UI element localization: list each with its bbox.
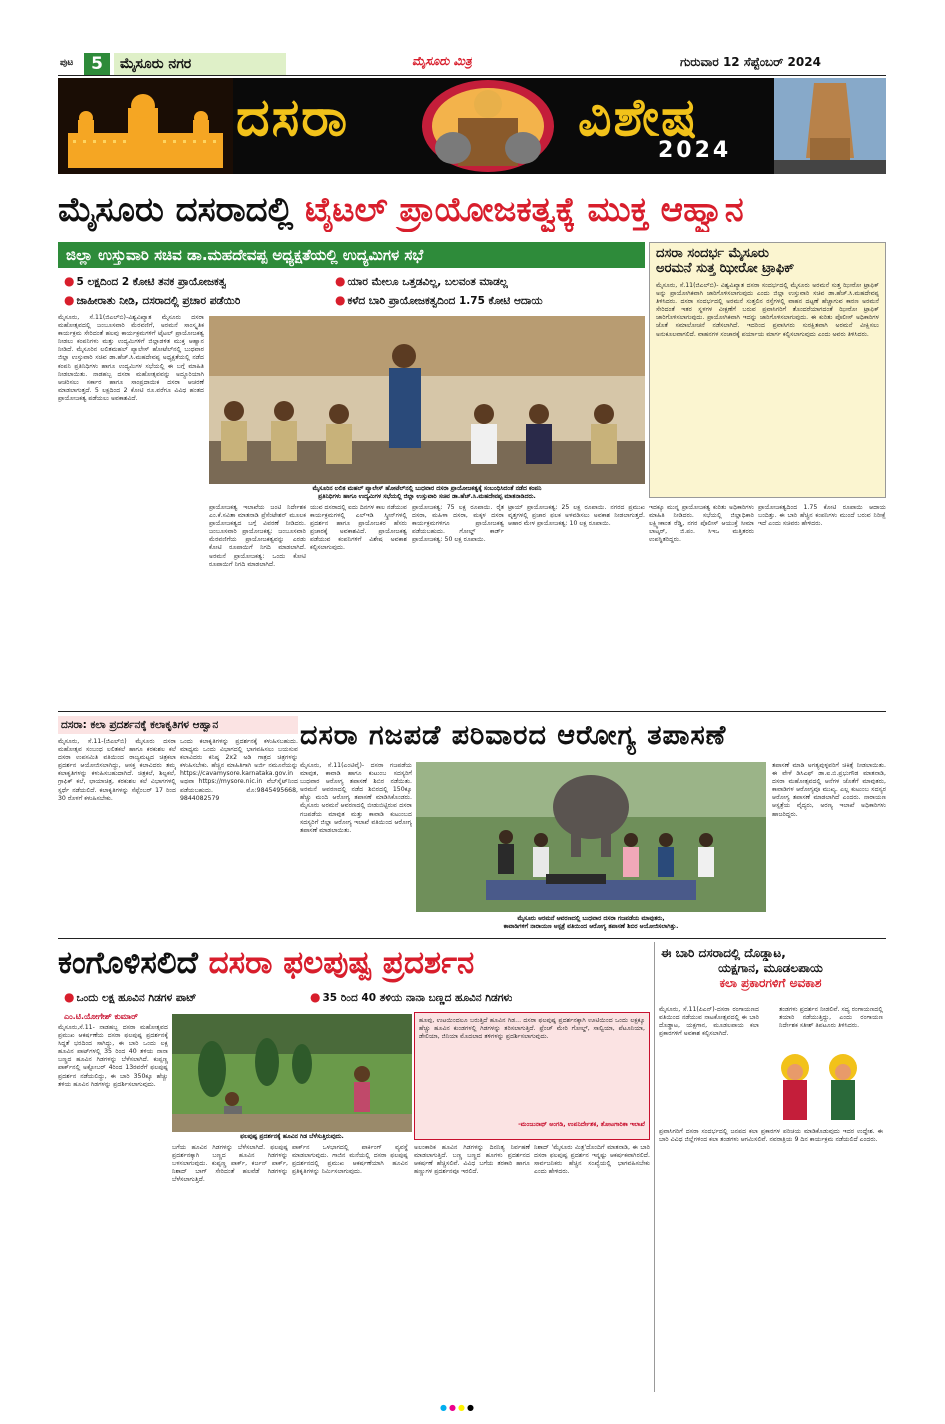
flower-col4: ಅಲಂಕಾರಿಕ ಹೂವಿನ ಗಿಡಗಳನ್ನು ದಿನನಿತ್ಯ ನಿರ್ವಹಣೆ ಮಾಡಲಾಗುತ್ತಿದೆ. ಬಣ್ಣ ಬಣ್ಣದ ಹೂಗಳು ಪ್ರದರ್ಶನದ ಆಕರ್ಷಣೆ ಹೆಚ್ಚಿಸಲಿವೆ. ವಿವಿಧ ಬಗೆಯ ತರಕಾರಿ ಹಾಗೂ ಹಣ್ಣುಗಳ ಪ್ರದರ್ಶನವೂ ಇರಲಿದೆ. — [414, 1144, 530, 1176]
flower-quote-box — [414, 1012, 650, 1140]
section-name: ಮೈಸೂರು ನಗರ — [114, 53, 286, 75]
health-left-text: ಮೈಸೂರು, ಸೆ.11(ಎಂಟಿವೈ)- ದಸರಾ ಗಜಪಡೆಯ ಮಾವುತ, ಕಾವಾಡಿ ಹಾಗೂ ಕುಟುಂಬ ಸದಸ್ಯರಿಗೆ ಬುಧವಾರ ಆರೋಗ್ಯ ತಪಾಸಣೆ ಶಿಬಿರ ನಡೆಯಿತು. ಅರಮನೆ ಆವರಣದಲ್ಲಿ ನಡೆದ ಶಿಬಿರದಲ್ಲಿ 150ಕ್ಕೂ ಹೆಚ್ಚು ಮಂದಿ ಆರೋಗ್ಯ ತಪಾಸಣೆ ಮಾಡಿಸಿಕೊಂಡರು. ಮೈಸೂರು ಅರಮನೆ ಆವರಣದಲ್ಲಿ ಬೀಡುಬಿಟ್ಟಿರುವ ದಸರಾ ಗಜಪಡೆಯ ಮಾವುತ ಮತ್ತು ಕಾವಾಡಿ ಕುಟುಂಬದ ಸದಸ್ಯರಿಗೆ ಜಿಲ್ಲಾ ಆರೋಗ್ಯ ಇಲಾಖೆ ವತಿಯಿಂದ ಆರೋಗ್ಯ ತಪಾಸಣೆ ಮಾಡಲಾಯಿತು. — [300, 762, 412, 834]
masthead — [0, 50, 945, 76]
paper-name: ಮೈಸೂರು ಮಿತ್ರ — [412, 54, 472, 68]
traffic-text: ಮೈಸೂರು, ಸೆ.11(ಜಿಎಲ್‌ಬಿ)- ವಿಶ್ವವಿಖ್ಯಾತ ದಸರಾ ಸಂದರ್ಭದಲ್ಲಿ ಮೈಸೂರು ಅರಮನೆ ಸುತ್ತ ಝೀರೋ ಟ್ರಾಫಿಕ್ ಅನ್ನು ಪ್ರಾಯೋಗಿಕವಾಗಿ ಜಾರಿಗೊಳಿಸಲಾಗುವುದು ಎಂದು ಜಿಲ್ಲಾ ಉಸ್ತುವಾರಿ ಸಚಿವ ಡಾ.ಹೆಚ್.ಸಿ.ಮಹದೇವಪ್ಪ ತಿಳಿಸಿದರು. ದಸರಾ ಸಂದರ್ಭದಲ್ಲಿ ಅರಮನೆ ಸುತ್ತಲಿನ ರಸ್ತೆಗಳಲ್ಲಿ ವಾಹನ ದಟ್ಟಣೆ ಹೆಚ್ಚಾಗುವ ಕಾರಣ ಅರಮನೆ ಸೇರಿದಂತೆ ಇತರ ಸ್ಥಳಗಳ ವೀಕ್ಷಣೆಗೆ ಬರುವ ಪ್ರವಾಸಿಗರಿಗೆ ತೊಂದರೆಯಾಗದಂತೆ ಝೀರೋ ಟ್ರಾಫಿಕ್ ಜಾರಿಗೊಳಿಸಲಾಗುವುದು. ಪ್ರಾಯೋಗಿಕವಾಗಿ ಇದನ್ನು ಜಾರಿಗೊಳಿಸಲಾಗುವುದು. ಈ ಕುರಿತು ಪೊಲೀಸ್ ಅಧಿಕಾರಿಗಳ ಜೊತೆ ಸಮಾಲೋಚನೆ ನಡೆಸಲಾಗಿದೆ. ಇದರಿಂದ ಪ್ರವಾಸಿಗರು ಸುರಕ್ಷಿತವಾಗಿ ಅರಮನೆ ವೀಕ್ಷಿಸಲು ಅನುಕೂಲವಾಗಲಿದೆ. ವಾಹನಗಳ ಸಂಚಾರಕ್ಕೆ ಪರ್ಯಾಯ ಮಾರ್ಗ ಕಲ್ಪಿಸಲಾಗುವುದು ಎಂದು ಅವರು ತಿಳಿಸಿದರು. — [656, 282, 879, 338]
registration-marks: ●●●● — [440, 1403, 476, 1412]
main-story-col1: ಮೈಸೂರು, ಸೆ.11(ಜಿಎಲ್‌ಬಿ)-ವಿಶ್ವವಿಖ್ಯಾತ ಮೈಸೂರು ದಸರಾ ಮಹೋತ್ಸವದಲ್ಲಿ ಜಂಬೂಸವಾರಿ ಮೆರವಣಿಗೆ, ಅರಮನೆ ಸಾಂಸ್ಕೃತಿಕ ಕಾರ್ಯಕ್ರಮ ಸೇರಿದಂತೆ ಹಲವು ಕಾರ್ಯಕ್ರಮಗಳಿಗೆ ಟೈಟಲ್ ಪ್ರಾಯೋಜಕತ್ವ ನೀಡಲು ಕಂಪನಿಗಳು ಮತ್ತು ಉದ್ಯಮಿಗಳಿಗೆ ಜಿಲ್ಲಾಡಳಿತ ಮುಕ್ತ ಆಹ್ವಾನ ನೀಡಿದೆ. ಮೈಸೂರಿನ ಲಲಿತಮಹಲ್ ಪ್ಯಾಲೇಸ್ ಹೋಟೆಲ್‌ನಲ್ಲಿ ಬುಧವಾರ ಜಿಲ್ಲಾ ಉಸ್ತುವಾರಿ ಸಚಿವ ಡಾ.ಹೆಚ್.ಸಿ.ಮಹದೇವಪ್ಪ ಅಧ್ಯಕ್ಷತೆಯಲ್ಲಿ ನಡೆದ ಕಂಪನಿ ಪ್ರತಿನಿಧಿಗಳು ಹಾಗೂ ಉದ್ಯಮಿಗಳ ಸಭೆಯಲ್ಲಿ ಈ ಬಗ್ಗೆ ಮಾಹಿತಿ ನೀಡಲಾಯಿತು. ನಾಡಹಬ್ಬ ದಸರಾ ಮಹೋತ್ಸವವನ್ನು ಅದ್ದೂರಿಯಾಗಿ ಆಚರಿಸಲು ಸರ್ಕಾರ ಹಾಗೂ ಸಾಂಪ್ರದಾಯಿಕ ದಸರಾ ಆಚರಣೆ ಮಾಡಲಾಗುತ್ತದೆ. 5 ಲಕ್ಷದಿಂದ 2 ಕೋಟಿ ರೂ.ವರೆಗೂ ವಿವಿಧ ಹಂತದ ಪ್ರಾಯೋಜಕತ್ವ ಪಡೆಯಲು ಅವಕಾಶವಿದೆ. — [58, 314, 204, 402]
kala-box-headline-3: ಕಲಾ ಪ್ರಕಾರಗಳಿಗೆ ಅವಕಾಶ — [719, 976, 822, 990]
kala-col1: ಮೈಸೂರು, ಸೆ.11-(ಜಿಎಲ್‌ಬಿ) ಮೈಸೂರು ದಸರಾ ಮಹೋತ್ಸವ ಸಂಬಂಧ ಲಲಿತಕಲೆ ಹಾಗೂ ಕರಕುಶಲ ಕಲೆ ದಸರಾ ಉಪಸಮಿತಿ ವತಿಯಿಂದ ರಾಜ್ಯಮಟ್ಟದ ಚಿತ್ರಕಲಾ ಪ್ರದರ್ಶನ ಆಯೋಜಿಸಲಾಗಿದ್ದು, ಆಸಕ್ತ ಕಲಾವಿದರು ತಮ್ಮ ಕಲಾಕೃತಿಗಳನ್ನು ಕಳುಹಿಸಬಹುದಾಗಿದೆ. ಚಿತ್ರಕಲೆ, ಶಿಲ್ಪಕಲೆ, ಗ್ರಾಫಿಕ್ ಕಲೆ, ಛಾಯಾಚಿತ್ರ, ಕರಕುಶಲ ಕಲೆ ವಿಭಾಗಗಳಲ್ಲಿ ಸ್ಪರ್ಧೆ ನಡೆಯಲಿದೆ. ಕಲಾಕೃತಿಗಳನ್ನು ಸೆಪ್ಟೆಂಬರ್ 17 ರಿಂದ 30 ರೊಳಗೆ ಕಳುಹಿಸಬೇಕು. — [58, 738, 176, 802]
kala-col2: ಒಂದು ಕಲಾಕೃತಿಗಳನ್ನು ಪ್ರದರ್ಶನಕ್ಕೆ ಕಳುಹಿಸಬಹುದು. ಮಾಧ್ಯಮ ಒಂದು ವಿಭಾಗದಲ್ಲಿ ಭಾಗವಹಿಸಲು ಬಯಸುವ ಕಲಾವಿದರು ಕನಿಷ್ಠ 2x2 ಅಡಿ ಗಾತ್ರದ ಚಿತ್ರಗಳನ್ನು ಕಳುಹಿಸಬೇಕು. ಹೆಚ್ಚಿನ ಮಾಹಿತಿಗಾಗಿ ಅರ್ಜಿ ನಮೂನೆಯನ್ನು https://cavamysore.karnataka.gov.in ಅಥವಾ https://mysore.nic.in ವೆಬ್‌ಸೈಟ್‌ನಿಂದ ಪಡೆಯಬಹುದು. ಮೊ:9845495668, 9844082579 — [180, 738, 298, 802]
flower-photo — [172, 1014, 412, 1132]
traffic-box — [649, 242, 886, 498]
section-rule-2 — [58, 938, 886, 939]
main-story-col6: ಇದಕ್ಕೂ ಮುನ್ನ ಪ್ರಾಯೋಜಕತ್ವ ಕುರಿತು ಅಧಿಕಾರಿಗಳು ಮಾಹಿತಿ ನೀಡಿದರು. ಸಭೆಯಲ್ಲಿ ಜಿಲ್ಲಾಧಿಕಾರಿ ಲಕ್ಷ್ಮೀಕಾಂತ ರೆಡ್ಡಿ, ನಗರ ಪೊಲೀಸ್ ಆಯುಕ್ತೆ ಸೀಮಾ ಲಾಟ್ಕರ್, ಜಿ.ಪಂ. ಸಿಇಒ ಮತ್ತಿತರರು ಉಪಸ್ಥಿತರಿದ್ದರು. — [649, 504, 754, 544]
health-headline: ದಸರಾ ಗಜಪಡೆ ಪರಿವಾರದ ಆರೋಗ್ಯ ತಪಾಸಣೆ — [300, 720, 727, 751]
main-bullet-4: ● ಕಳೆದ ಬಾರಿ ಪ್ರಾಯೋಜಕತ್ವದಿಂದ 1.75 ಕೋಟಿ ಆದಾಯ — [335, 293, 543, 307]
bullet-dot-icon: ● — [64, 990, 75, 1004]
health-right-text: ತಪಾಸಣೆ ಮಾಡಿ ಅಗತ್ಯವುಳ್ಳವರಿಗೆ ಚಿಕಿತ್ಸೆ ನೀಡಲಾಯಿತು. ಈ ವೇಳೆ ಡಿಸಿಎಫ್ ಡಾ.ಐ.ಬಿ.ಪ್ರಭುಗೌಡ ಮಾತನಾಡಿ, ದಸರಾ ಮಹೋತ್ಸವದಲ್ಲಿ ಆನೆಗಳ ಜೊತೆಗೆ ಮಾವುತರು, ಕಾವಾಡಿಗಳ ಆರೋಗ್ಯವೂ ಮುಖ್ಯ. ಎಲ್ಲ ಕುಟುಂಬ ಸದಸ್ಯರ ಆರೋಗ್ಯ ತಪಾಸಣೆ ಮಾಡಲಾಗಿದೆ ಎಂದರು. ನಾರಾಯಣ ಆಸ್ಪತ್ರೆಯ ವೈದ್ಯರು, ಅರಣ್ಯ ಇಲಾಖೆ ಅಧಿಕಾರಿಗಳು ಹಾಜರಿದ್ದರು. — [772, 762, 886, 818]
bullet-dot-icon: ● — [335, 274, 346, 288]
main-subhead: ಜಿಲ್ಲಾ ಉಸ್ತುವಾರಿ ಸಚಿವ ಡಾ.ಮಹದೇವಪ್ಪ ಅಧ್ಯಕ್ಷತೆಯಲ್ಲಿ ಉದ್ಯಮಿಗಳ ಸಭೆ — [58, 242, 645, 268]
main-story-col4: ಪ್ರಾಯೋಜಕತ್ವ: 75 ಲಕ್ಷ ರೂಪಾಯಿ. ರೈತ ದಸರಾ, ಮಹಿಳಾ ದಸರಾ, ಮಕ್ಕಳ ದಸರಾ ಕಾರ್ಯಕ್ರಮಗಳಿಗೂ ಪ್ರಾಯೋಜಕತ್ವ ಪಡೆಯಬಹುದು. ಗೋಲ್ಡ್ ಕಾರ್ಡ್ ಪ್ರಾಯೋಜಕತ್ವ: 50 ಲಕ್ಷ ರೂಪಾಯಿ. — [412, 504, 504, 544]
temple-illustration — [774, 78, 886, 174]
main-headline-red: ಟೈಟಲ್ ಪ್ರಾಯೋಜಕತ್ವಕ್ಕೆ ಮುಕ್ತ ಆಹ್ವಾನ — [305, 190, 744, 230]
bullet-dot-icon: ● — [310, 990, 321, 1004]
flower-bullet-1: ● ಒಂದು ಲಕ್ಷ ಹೂವಿನ ಗಿಡಗಳ ಪಾಟ್ — [64, 990, 197, 1004]
flower-headline-red: ದಸರಾ ಫಲಪುಷ್ಪ ಪ್ರದರ್ಶನ — [208, 945, 475, 981]
flower-quote-credit: -ಮಂಜುನಾಥ್ ಅಂಗಡಿ, ಉಪನಿರ್ದೇಶಕ, ತೋಟಗಾರಿಕಾ ಇಲಾಖೆ — [518, 1121, 645, 1128]
main-story-col5: ಟ್ರಾಯ್ ಪ್ರಾಯೋಜಕತ್ವ: 25 ಲಕ್ಷ ರೂಪಾಯಿ. ನಗರದ ಪ್ರಮುಖ ವೃತ್ತಗಳಲ್ಲಿ ಪ್ರಚಾರ ಫಲಕ ಅಳವಡಿಸಲು ಅವಕಾಶ ನೀಡಲಾಗುತ್ತದೆ. ಆಹಾರ ಮೇಳ ಪ್ರಾಯೋಜಕತ್ವ: 10 ಲಕ್ಷ ರೂಪಾಯಿ. — [508, 504, 645, 528]
main-bullet-2: ● ಯಾರ ಮೇಲೂ ಒತ್ತಡವಿಲ್ಲ, ಬಲವಂತ ಮಾಡಲ್ಲ — [335, 274, 508, 288]
flower-col2: ಬಗೆಯ ಹೂವಿನ ಗಿಡಗಳನ್ನು ಬೆಳೆಸಲಾಗಿದೆ. ಫಲಪುಷ್ಪ ಪ್ರದರ್ಶನಕ್ಕಾಗಿ ಬಣ್ಣದ ಹೂವಿನ ಗಿಡಗಳನ್ನು ಬಳಸಲಾಗುವುದು. ಕುಪ್ಪಣ್ಣ ಪಾರ್ಕ್, ಕರ್ಜನ್ ಪಾರ್ಕ್, ನಿಶಾದ್ ಬಾಗ್ ಸೇರಿದಂತೆ ಹಲವೆಡೆ ಗಿಡಗಳನ್ನು ಬೆಳೆಸಲಾಗುತ್ತಿದೆ. — [172, 1144, 288, 1184]
kala-box-text-bottom: ಪ್ರವಾಸಿಗರಿಗೆ ದಸರಾ ಸಂದರ್ಭದಲ್ಲಿ ಜನಪದ ಕಲಾ ಪ್ರಕಾರಗಳ ಪರಿಚಯ ಮಾಡಿಕೊಡುವುದು ಇದರ ಉದ್ದೇಶ. ಈ ಬಾರಿ ವಿವಿಧ ಜಿಲ್ಲೆಗಳಿಂದ ಕಲಾ ತಂಡಗಳು ಆಗಮಿಸಲಿವೆ. ನವರಾತ್ರಿಯ 9 ದಿನ ಕಾರ್ಯಕ್ರಮ ನಡೆಯಲಿದೆ ಎಂದರು. — [659, 1128, 883, 1144]
bullet-dot-icon: ● — [64, 274, 75, 288]
health-photo-caption: ಮೈಸೂರು ಅರಮನೆ ಆವರಣದಲ್ಲಿ ಬುಧವಾರ ದಸರಾ ಗಜಪಡೆಯ ಮಾವುತರು, ಕಾವಾಡಿಗಳಿಗೆ ನಾರಾಯಣ ಆಸ್ಪತ್ರೆ ವತಿಯಿಂದ ಆರೋಗ್ಯ ತಪಾಸಣೆ ಶಿಬಿರ ಆಯೋಜಿಸಲಾಗಿತ್ತು. — [503, 915, 679, 930]
kala-box — [654, 942, 886, 1392]
main-story-col3: ಯುವ ದಸರಾದಲ್ಲಿ ಐದು ದಿನಗಳ ಕಾಲ ನಡೆಯುವ ಕಾರ್ಯಕ್ರಮಗಳಲ್ಲಿ ಎಲ್‌ಇಡಿ ಸ್ಕ್ರೀನ್‌ಗಳಲ್ಲಿ ಪ್ರದರ್ಶನ ಹಾಗೂ ಪ್ರಾಯೋಜಕರ ಹೆಸರು ಪ್ರಚಾರಕ್ಕೆ ಅವಕಾಶವಿದೆ. ಪ್ರಾಯೋಜಕತ್ವ ಪಡೆಯುವ ಕಂಪನಿಗಳಿಗೆ ವಿಶೇಷ ಅವಕಾಶ ಕಲ್ಪಿಸಲಾಗುವುದು. — [310, 504, 407, 552]
main-story-col2: ಪ್ರಾಯೋಜಕತ್ವ ಇಲಾಖೆಯ ಜಂಟಿ ನಿರ್ದೇಶಕ ಎಂ.ಕೆ.ಸವಿತಾ ಮಾತನಾಡಿ ಪ್ರೆಸೆಂಟೇಶನ್ ಮೂಲಕ ಪ್ರಾಯೋಜಕತ್ವದ ಬಗ್ಗೆ ವಿವರಣೆ ನೀಡಿದರು. ಜಂಬೂಸವಾರಿ ಪ್ರಾಯೋಜಕತ್ವ: ಜಂಬೂಸವಾರಿ ಮೆರವಣಿಗೆಯ ಪ್ರಾಯೋಜಕತ್ವವನ್ನು ಎರಡು ಕೋಟಿ ರೂಪಾಯಿಗೆ ನಿಗದಿ ಮಾಡಲಾಗಿದೆ. ಅರಮನೆ ಪ್ರಾಯೋಜಕತ್ವ: ಒಂದು ಕೋಟಿ ರೂಪಾಯಿಗೆ ನಿಗದಿ ಮಾಡಲಾಗಿದೆ. — [209, 504, 306, 568]
page-number-box: 5 — [84, 53, 110, 75]
flower-photo-caption: ಫಲಪುಷ್ಪ ಪ್ರದರ್ಶನಕ್ಕೆ ಹೂವಿನ ಗಿಡ ಬೆಳೆಸುತ್ತಿರುವುದು. — [240, 1133, 344, 1140]
bullet-dot-icon: ● — [335, 293, 346, 307]
section-rule-1 — [58, 711, 886, 712]
flower-col3: ಪಾರ್ಕ್‌ನ ಒಳಭಾಗದಲ್ಲಿ ಪಾರ್ಕಿಂಗ್ ವ್ಯವಸ್ಥೆ ಮಾಡಲಾಗುವುದು. ಗಾಜಿನ ಮನೆಯಲ್ಲಿ ದಸರಾ ಫಲಪುಷ್ಪ ಪ್ರದರ್ಶನದಲ್ಲಿ ಪ್ರಮುಖ ಆಕರ್ಷಣೆಯಾಗಿ ಹೂವಿನ ಪ್ರತಿಕೃತಿಗಳನ್ನು ನಿರ್ಮಿಸಲಾಗುವುದು. — [292, 1144, 408, 1176]
banner-year: 2024 — [658, 138, 732, 163]
flower-bullet-2: ● 35 ರಿಂದ 40 ತಳಿಯ ನಾನಾ ಬಣ್ಣದ ಹೂವಿನ ಗಿಡಗಳು — [310, 990, 513, 1004]
yakshagana-illustration — [765, 1046, 881, 1124]
main-bullet-1: ● 5 ಲಕ್ಷದಿಂದ 2 ಕೋಟಿ ತನಕ ಪ್ರಾಯೋಜಕತ್ವ — [64, 274, 227, 288]
flower-photo-art — [172, 1014, 412, 1132]
elephant-health-photo — [416, 762, 766, 912]
traffic-headline-2: ಅರಮನೆ ಸುತ್ತ ಝೀರೋ ಟ್ರಾಫಿಕ್ — [656, 261, 795, 276]
banner-word-2: ವಿಶೇಷ — [578, 88, 699, 148]
main-story-col7: ಪ್ರಾಯೋಜಕತ್ವದಿಂದ 1.75 ಕೋಟಿ ರೂಪಾಯಿ ಆದಾಯ ಬಂದಿತ್ತು. ಈ ಬಾರಿ ಹೆಚ್ಚಿನ ಕಂಪನಿಗಳು ಮುಂದೆ ಬರುವ ನಿರೀಕ್ಷೆ ಇದೆ ಎಂದು ಸಚಿವರು ಹೇಳಿದರು. — [758, 504, 886, 528]
date: ಗುರುವಾರ 12 ಸೆಪ್ಟೆಂಬರ್ 2024 — [680, 55, 821, 69]
flower-col5: ನಿಶಾದ್ 'ಮೈಸೂರು ಮಿತ್ರ'ದೊಂದಿಗೆ ಮಾತನಾಡಿ, ಈ ಬಾರಿ ದಸರಾ ಫಲಪುಷ್ಪ ಪ್ರದರ್ಶನ ಇನ್ನಷ್ಟು ಆಕರ್ಷಕವಾಗಿರಲಿದೆ. ಸಾರ್ವಜನಿಕರು ಹೆಚ್ಚಿನ ಸಂಖ್ಯೆಯಲ್ಲಿ ಭಾಗವಹಿಸಬೇಕು ಎಂದು ಹೇಳಿದರು. — [534, 1144, 650, 1176]
meeting-photo — [209, 316, 645, 484]
kala-box-text-right: ತಂಡಗಳು ಪ್ರದರ್ಶನ ನೀಡಲಿವೆ. ಸದ್ಯ ರಂಗಾಯಣದಲ್ಲಿ ತಯಾರಿ ನಡೆಯುತ್ತಿದ್ದು, ಎಂದು ರಂಗಾಯಣ ನಿರ್ದೇಶಕ ಸತೀಶ್ ತಿಪಟೂರು ತಿಳಿಸಿದರು. — [779, 1006, 883, 1030]
masthead-rule — [58, 75, 886, 76]
flower-col1: ಮೈಸೂರು,ಸೆ.11- ನಾಡಹಬ್ಬ ದಸರಾ ಮಹೋತ್ಸವದ ಪ್ರಮುಖ ಆಕರ್ಷಣೆಯ ದಸರಾ ಫಲಪುಷ್ಪ ಪ್ರದರ್ಶನಕ್ಕೆ ಸಿದ್ಧತೆ ಭರದಿಂದ ಸಾಗಿದ್ದು, ಈ ಬಾರಿ ಒಂದು ಲಕ್ಷ ಹೂವಿನ ಪಾಟ್‌ಗಳಲ್ಲಿ 35 ರಿಂದ 40 ತಳಿಯ ನಾನಾ ಬಣ್ಣದ ಹೂವಿನ ಗಿಡಗಳನ್ನು ಬೆಳೆಸಲಾಗಿದೆ. ಕುಪ್ಪಣ್ಣ ಪಾರ್ಕ್‌ನಲ್ಲಿ ಅಕ್ಟೋಬರ್ 4ರಿಂದ 13ರವರೆಗೆ ಫಲಪುಷ್ಪ ಪ್ರದರ್ಶನ ನಡೆಯಲಿದ್ದು, ಈ ಬಾರಿ 350ಕ್ಕೂ ಹೆಚ್ಚು ತಳಿಯ ಹೂವಿನ ಗಿಡಗಳನ್ನು ಪ್ರದರ್ಶಿಸಲಾಗುವುದು. — [58, 1024, 168, 1088]
kala-box-text-left: ಮೈಸೂರು, ಸೆ.11(ಪಿಎನ್)-ದಸರಾ ರಂಗಾಯಣದ ವತಿಯಿಂದ ನಡೆಯುವ ನಾಟಕೋತ್ಸವದಲ್ಲಿ ಈ ಬಾರಿ ದೊಡ್ಡಾಟ, ಯಕ್ಷಗಾನ, ಮೂಡಲಪಾಯ ಕಲಾ ಪ್ರಕಾರಗಳಿಗೆ ಅವಕಾಶ ಕಲ್ಪಿಸಲಾಗಿದೆ. — [659, 1006, 759, 1038]
meeting-photo-caption: ಮೈಸೂರಿನ ಲಲಿತ ಮಹಲ್ ಪ್ಯಾಲೇಸ್ ಹೋಟೆಲ್‌ನಲ್ಲಿ ಬುಧವಾರ ದಸರಾ ಪ್ರಾಯೋಜಕತ್ವಕ್ಕೆ ಸಂಬಂಧಿಸಿದಂತೆ ನಡೆದ ಕಂಪನಿ ಪ್ರತಿನಿಧಿಗಳು ಹಾಗೂ ಉದ್ಯಮಿಗಳ ಸಭೆಯಲ್ಲಿ ಜಿಲ್ಲಾ ಉಸ್ತುವಾರಿ ಸಚಿವ ಡಾ.ಹೆಚ್.ಸಿ.ಮಹದೇವಪ್ಪ ಮಾತನಾಡಿದರು. — [312, 485, 542, 500]
main-bullet-3: ● ಜಾಹೀರಾತು ನೀಡಿ, ದಸರಾದಲ್ಲಿ ಪ್ರಚಾರ ಪಡೆಯಿರಿ — [64, 293, 241, 307]
elephant-photo-art — [416, 762, 766, 912]
meeting-photo-art — [209, 316, 645, 484]
kala-box-headline-2: ಯಕ್ಷಗಾನ, ಮೂಡಲಪಾಯ — [718, 961, 823, 975]
flower-byline: ಎಂ.ಟಿ.ಯೋಗೇಶ್ ಕುಮಾರ್ — [64, 1012, 138, 1021]
flower-quote-text: ಹೂವು, ಉಟಯಿಂದಲೂ ಬರುತ್ತಿದೆ ಹೂವಿನ ಗಿಡ... ದಸರಾ ಫಲಪುಷ್ಪ ಪ್ರದರ್ಶನಕ್ಕಾಗಿ ಊಟಿಯಿಂದ ಒಂದು ಲಕ್ಷಕ್ಕೂ ಹೆಚ್ಚು ಹೂವಿನ ಕುಂಡಗಳಲ್ಲಿ ಗಿಡಗಳನ್ನು ತರಿಸಲಾಗುತ್ತಿದೆ. ಫ್ರೆಂಚ್ ಮೇರಿ ಗೋಲ್ಡ್, ಸಾಲ್ವಿಯಾ, ಪೆಟೂನಿಯಾ, ಡೇಲಿಯಾ, ಜಿನಿಯಾ ಮೊದಲಾದ ತಳಿಗಳನ್ನು ಪ್ರದರ್ಶಿಸಲಾಗುವುದು. — [419, 1017, 645, 1041]
bullet-dot-icon: ● — [64, 293, 75, 307]
traffic-headline-1: ದಸರಾ ಸಂದರ್ಭ ಮೈಸೂರು — [656, 246, 769, 261]
flower-headline — [58, 942, 650, 984]
kala-box-headline-1: ಈ ಬಾರಿ ದಸರಾದಲ್ಲಿ ದೊಡ್ಡಾಟ, — [661, 946, 786, 960]
kala-headline: ದಸರಾ: ಕಲಾ ಪ್ರದರ್ಶನಕ್ಕೆ ಕಲಾಕೃತಿಗಳ ಆಹ್ವಾನ — [58, 716, 298, 734]
banner-word-1: ದಸರಾ — [236, 88, 350, 148]
flower-headline-black: ಕಂಗೊಳಿಸಲಿದೆ — [58, 945, 198, 981]
goddess-illustration — [418, 78, 558, 174]
page-label: ಪುಟ — [60, 58, 74, 68]
main-headline — [58, 188, 886, 232]
palace-illustration — [58, 78, 233, 174]
main-headline-black: ಮೈಸೂರು ದಸರಾದಲ್ಲಿ — [58, 190, 294, 230]
dasara-banner — [58, 78, 886, 174]
